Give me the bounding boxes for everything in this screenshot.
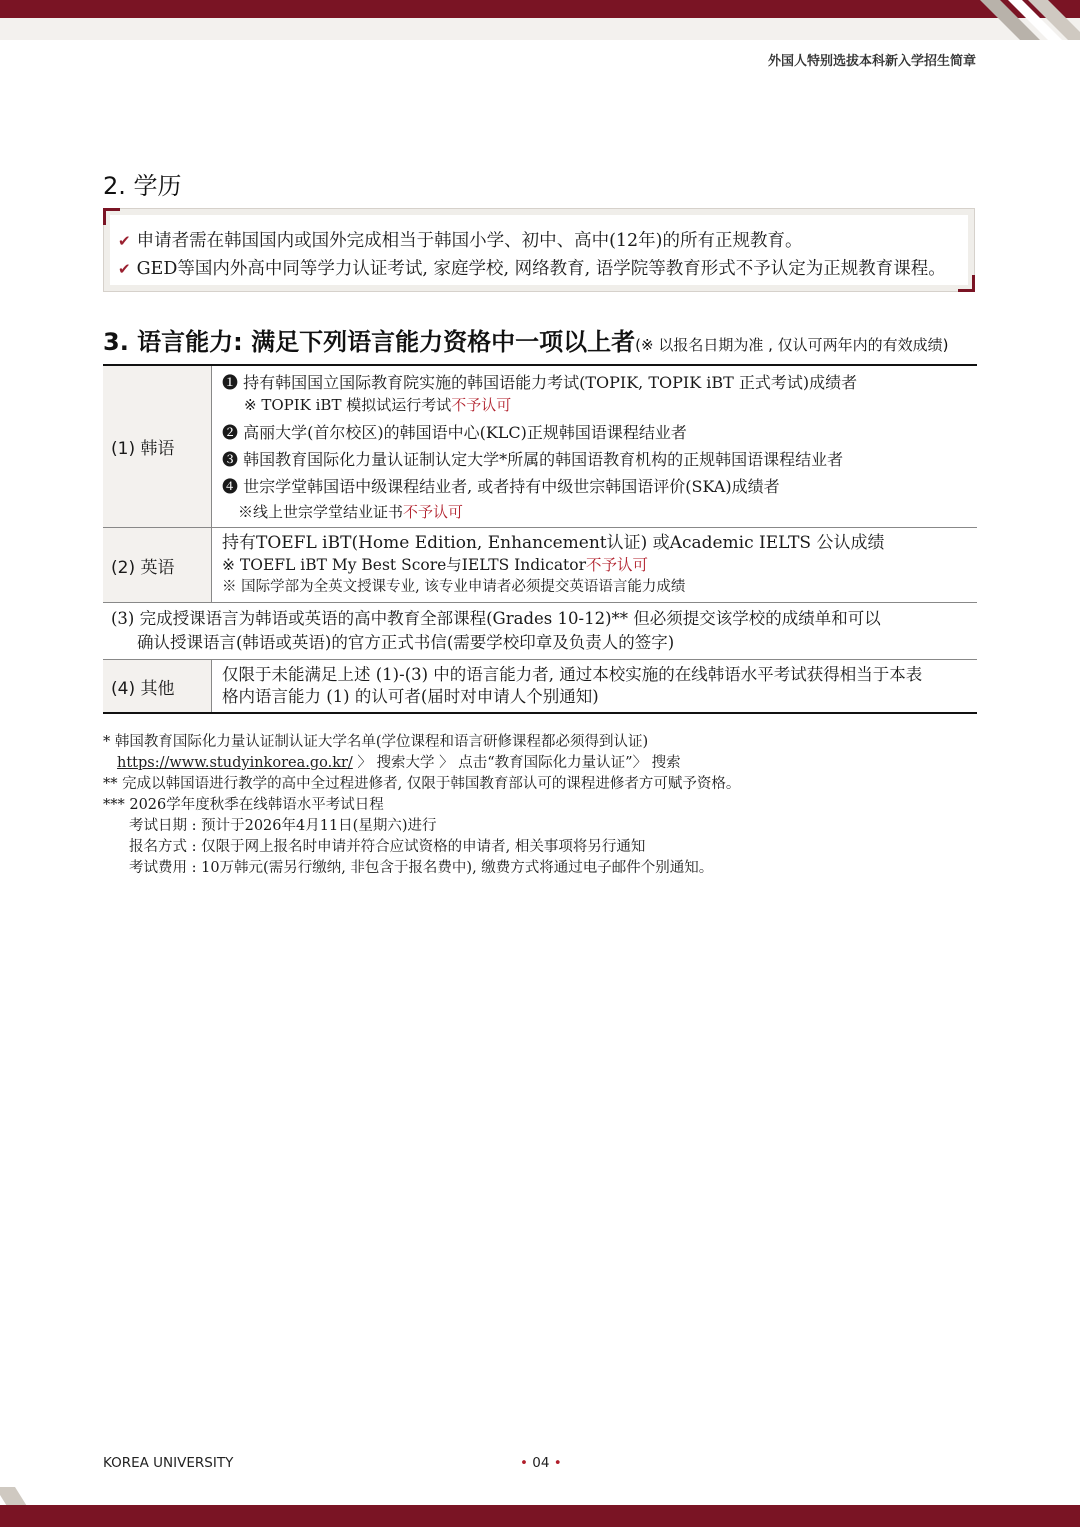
check-icon: ✔ xyxy=(118,260,131,278)
education-item: ✔ 申请者需在韩国国内或国外完成相当于韩国小学、初中、高中(12年)的所有正规教育。 xyxy=(118,231,803,251)
table-row: (2) 英语 持有TOEFL iBT(Home Edition, Enhancement认证) 或Academic IELTS 公认成绩 ※ TOEFL iBT My Best Score与IELTS Indicator不予认可 ※ 国际学部为全英文授课专业, 该专业申请者必须提交英语语言能力成绩 xyxy=(103,528,977,603)
top-decor-band xyxy=(0,0,1080,18)
check-icon: ✔ xyxy=(118,232,131,250)
table-row: (4) 其他 仅限于未能满足上述 (1)-(3) 中的语言能力者, 通过本校实施的在线韩语水平考试获得相当于本表 格内语言能力 (1) 的认可者(届时对申请人个别通知) xyxy=(103,660,977,714)
korean-label: (1) 韩语 xyxy=(103,365,212,528)
language-table xyxy=(103,364,977,714)
top-corner-stripes xyxy=(970,0,1080,40)
section3-title-note: (※ 以报名日期为准 , 仅认可两年内的有效成绩) xyxy=(635,336,949,354)
bottom-decor-band xyxy=(0,1505,1080,1527)
header-title: 外国人特别选拔本科新入学招生简章 xyxy=(767,54,976,69)
other-label: (4) 其他 xyxy=(103,660,212,714)
studyinkorea-link[interactable]: https://www.studyinkorea.go.kr/ xyxy=(117,755,353,771)
top-decor-light xyxy=(0,18,1080,40)
table-row: (1) 韩语 ❶ 持有韩国国立国际教育院实施的韩国语能力考试(TOPIK, TOPIK iBT 正式考试)成绩者 ※ TOPIK iBT 模拟试运行考试不予认可 ❷ 高丽大学(首尔校区)的韩国语中心(KLC)正规韩国语课程结业者 ❸ 韩国教育国际化力量认证制认定大学*所属的韩国语教育机构的正规韩国语课程结业者 ❹ 世宗学堂韩国语中级课程结业者, 或者持有中级世宗韩国语评价(SKA)成绩者 ※线上世宗学堂结业证书不予认可 xyxy=(103,365,977,528)
footer-school: KOREA UNIVERSITY xyxy=(103,1455,234,1471)
footnotes: * 韩国教育国际化力量认证制认证大学名单(学位课程和语言研修课程都必须得到认证) https://www.studyinkorea.go.kr/ 〉 搜索大学 〉 点击“教育国际化力量认证”〉 搜索 ** 完成以韩国语进行教学的高中全过程进修者, 仅限于韩国教育部认可的课程进修者方可赋予资格。 *** 2026学年度秋季在线韩语水平考试日程 考试日期 : 预计于2026年4月11日(星期六)进行 报名方式 : 仅限于网上报名时申请并符合应试资格的申请者, 相关事项将另行通知 考试费用 : 10万韩元(需另行缴纳, 非包含于报名费中), 缴费方式将通过电子邮件个别通知。 xyxy=(103,734,741,876)
education-box xyxy=(103,208,975,292)
section3-title: 3. 语言能力: 满足下列语言能力资格中一项以上者(※ 以报名日期为准 , 仅认可两年内的有效成绩) xyxy=(103,328,949,356)
page-number: • 04 • xyxy=(520,1455,562,1471)
english-label: (2) 英语 xyxy=(103,528,212,603)
section2-title: 2. 学历 xyxy=(103,172,182,200)
education-item: ✔ GED等国内外高中同等学力认证考试, 家庭学校, 网络教育, 语学院等教育形式不予认定为正规教育课程。 xyxy=(118,259,946,279)
table-row: (3) 完成授课语言为韩语或英语的高中教育全部课程(Grades 10-12)** 但必须提交该学校的成绩单和可以 确认授课语言(韩语或英语)的官方正式书信(需要学校印章及负责人的签字) xyxy=(103,603,977,660)
